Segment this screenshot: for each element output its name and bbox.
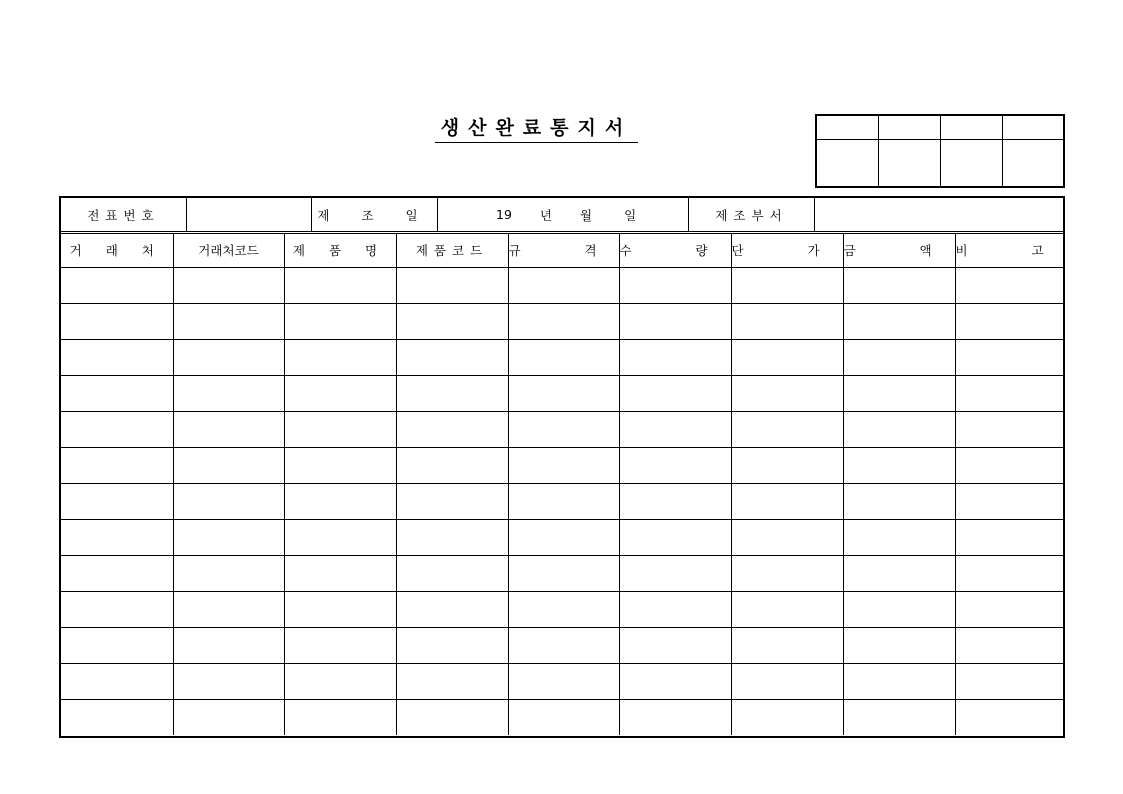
table-cell[interactable] <box>173 267 284 303</box>
header-remarks: 비 고 <box>955 234 1063 267</box>
slip-number-field[interactable] <box>187 198 312 231</box>
table-cell[interactable] <box>731 519 843 555</box>
item-table <box>61 234 1074 735</box>
table-cell[interactable] <box>843 663 955 699</box>
table-cell[interactable] <box>61 699 173 735</box>
table-cell[interactable] <box>396 555 508 591</box>
table-cell[interactable] <box>731 447 843 483</box>
table-cell[interactable] <box>731 555 843 591</box>
table-cell[interactable] <box>508 303 619 339</box>
table-cell[interactable] <box>843 339 955 375</box>
table-cell[interactable] <box>284 483 396 519</box>
approval-sign-cell[interactable] <box>1002 140 1064 187</box>
approval-header-cell[interactable] <box>940 115 1002 140</box>
table-cell[interactable] <box>731 267 843 303</box>
document-title: 생산완료통지서 <box>435 114 638 143</box>
approval-header-cell[interactable] <box>878 115 940 140</box>
date-year-unit: 년 <box>539 207 552 223</box>
table-cell[interactable] <box>61 303 173 339</box>
table-cell[interactable] <box>955 519 1063 555</box>
table-cell[interactable] <box>843 411 955 447</box>
table-cell[interactable] <box>508 519 619 555</box>
table-cell[interactable] <box>396 483 508 519</box>
table-cell[interactable] <box>731 411 843 447</box>
info-row <box>61 198 1063 234</box>
table-cell[interactable] <box>173 627 284 663</box>
table-row <box>61 591 1063 627</box>
table-header-row <box>61 234 1063 267</box>
table-cell[interactable] <box>61 339 173 375</box>
table-cell[interactable] <box>173 663 284 699</box>
table-cell[interactable] <box>61 519 173 555</box>
table-cell[interactable] <box>284 339 396 375</box>
approval-sign-cell[interactable] <box>940 140 1002 187</box>
table-cell[interactable] <box>284 447 396 483</box>
header-spec: 규 격 <box>508 234 619 267</box>
table-row <box>61 699 1063 735</box>
table-cell[interactable] <box>843 699 955 735</box>
table-cell[interactable] <box>955 591 1063 627</box>
department-field[interactable] <box>815 198 1063 231</box>
table-row <box>61 483 1063 519</box>
department-label: 제조부서 <box>689 198 815 231</box>
table-cell[interactable] <box>508 699 619 735</box>
table-cell[interactable] <box>619 303 731 339</box>
table-cell[interactable] <box>619 519 731 555</box>
table-cell[interactable] <box>955 663 1063 699</box>
table-cell[interactable] <box>396 627 508 663</box>
table-cell[interactable] <box>843 303 955 339</box>
table-cell[interactable] <box>619 555 731 591</box>
table-cell[interactable] <box>284 663 396 699</box>
table-cell[interactable] <box>173 339 284 375</box>
table-cell[interactable] <box>731 591 843 627</box>
table-cell[interactable] <box>284 699 396 735</box>
table-cell[interactable] <box>619 663 731 699</box>
table-cell[interactable] <box>619 339 731 375</box>
manufacture-date-label: 제 조 일 <box>312 198 438 231</box>
table-cell[interactable] <box>396 591 508 627</box>
approval-header-cell[interactable] <box>816 115 878 140</box>
header-client-code: 거래처코드 <box>173 234 284 267</box>
table-cell[interactable] <box>396 519 508 555</box>
table-cell[interactable] <box>731 627 843 663</box>
table-cell[interactable] <box>396 663 508 699</box>
header-product-name: 제 품 명 <box>284 234 396 267</box>
table-cell[interactable] <box>284 627 396 663</box>
table-cell[interactable] <box>396 375 508 411</box>
table-cell[interactable] <box>955 627 1063 663</box>
header-product-code: 제품코드 <box>396 234 508 267</box>
table-cell[interactable] <box>731 375 843 411</box>
table-row <box>61 303 1063 339</box>
table-row <box>61 375 1063 411</box>
date-year-prefix: 19 <box>496 207 512 222</box>
table-cell[interactable] <box>173 375 284 411</box>
table-cell[interactable] <box>396 699 508 735</box>
table-cell[interactable] <box>731 663 843 699</box>
table-cell[interactable] <box>955 339 1063 375</box>
table-cell[interactable] <box>61 663 173 699</box>
table-cell[interactable] <box>61 411 173 447</box>
table-cell[interactable] <box>619 447 731 483</box>
table-cell[interactable] <box>284 519 396 555</box>
table-cell[interactable] <box>508 375 619 411</box>
table-cell[interactable] <box>61 447 173 483</box>
table-row <box>61 339 1063 375</box>
date-month-unit: 월 <box>579 207 593 223</box>
table-cell[interactable] <box>396 411 508 447</box>
header-unit-price: 단 가 <box>731 234 843 267</box>
table-cell[interactable] <box>843 627 955 663</box>
table-cell[interactable] <box>955 267 1063 303</box>
slip-number-label: 전표번호 <box>61 198 187 231</box>
table-cell[interactable] <box>843 447 955 483</box>
table-cell[interactable] <box>731 303 843 339</box>
header-client: 거 래 처 <box>61 234 173 267</box>
table-cell[interactable] <box>955 447 1063 483</box>
table-row <box>61 267 1063 303</box>
table-cell[interactable] <box>284 375 396 411</box>
table-row <box>61 411 1063 447</box>
table-cell[interactable] <box>731 339 843 375</box>
table-row <box>61 663 1063 699</box>
form-frame <box>59 196 1074 738</box>
table-cell[interactable] <box>508 483 619 519</box>
manufacture-date-field[interactable] <box>438 198 689 231</box>
table-cell[interactable] <box>61 375 173 411</box>
table-cell[interactable] <box>508 447 619 483</box>
table-cell[interactable] <box>843 519 955 555</box>
table-cell[interactable] <box>619 267 731 303</box>
table-cell[interactable] <box>843 375 955 411</box>
table-cell[interactable] <box>173 555 284 591</box>
table-cell[interactable] <box>731 483 843 519</box>
table-cell[interactable] <box>284 555 396 591</box>
table-cell[interactable] <box>284 591 396 627</box>
table-cell[interactable] <box>396 339 508 375</box>
header-amount: 금 액 <box>843 234 955 267</box>
approval-header-cell[interactable] <box>1002 115 1064 140</box>
table-cell[interactable] <box>61 483 173 519</box>
table-cell[interactable] <box>619 591 731 627</box>
table-cell[interactable] <box>508 267 619 303</box>
table-cell[interactable] <box>955 699 1063 735</box>
table-cell[interactable] <box>173 591 284 627</box>
table-cell[interactable] <box>508 591 619 627</box>
table-cell[interactable] <box>173 411 284 447</box>
table-cell[interactable] <box>61 555 173 591</box>
table-cell[interactable] <box>284 303 396 339</box>
table-cell[interactable] <box>843 555 955 591</box>
table-cell[interactable] <box>508 411 619 447</box>
table-cell[interactable] <box>508 339 619 375</box>
table-cell[interactable] <box>619 411 731 447</box>
table-cell[interactable] <box>508 663 619 699</box>
header-quantity: 수 량 <box>619 234 731 267</box>
table-cell[interactable] <box>396 447 508 483</box>
table-row <box>61 519 1063 555</box>
table-cell[interactable] <box>619 483 731 519</box>
table-cell[interactable] <box>731 699 843 735</box>
table-cell[interactable] <box>173 483 284 519</box>
table-cell[interactable] <box>843 591 955 627</box>
table-cell[interactable] <box>508 627 619 663</box>
table-cell[interactable] <box>619 375 731 411</box>
table-row <box>61 627 1063 663</box>
table-cell[interactable] <box>173 519 284 555</box>
table-cell[interactable] <box>955 411 1063 447</box>
table-cell[interactable] <box>955 375 1063 411</box>
table-cell[interactable] <box>619 627 731 663</box>
table-cell[interactable] <box>843 267 955 303</box>
date-day-unit: 일 <box>624 207 637 223</box>
approval-sign-cell[interactable] <box>816 140 878 187</box>
table-cell[interactable] <box>173 699 284 735</box>
approval-box <box>815 114 1065 188</box>
table-cell[interactable] <box>508 555 619 591</box>
approval-sign-cell[interactable] <box>878 140 940 187</box>
table-cell[interactable] <box>843 483 955 519</box>
table-cell[interactable] <box>61 267 173 303</box>
table-row <box>61 447 1063 483</box>
table-cell[interactable] <box>284 267 396 303</box>
table-cell[interactable] <box>173 447 284 483</box>
table-row <box>61 555 1063 591</box>
table-cell[interactable] <box>955 555 1063 591</box>
table-cell[interactable] <box>619 699 731 735</box>
table-cell[interactable] <box>396 303 508 339</box>
table-cell[interactable] <box>955 483 1063 519</box>
table-cell[interactable] <box>61 627 173 663</box>
table-cell[interactable] <box>173 303 284 339</box>
table-cell[interactable] <box>284 411 396 447</box>
table-cell[interactable] <box>396 267 508 303</box>
table-cell[interactable] <box>61 591 173 627</box>
table-cell[interactable] <box>955 303 1063 339</box>
